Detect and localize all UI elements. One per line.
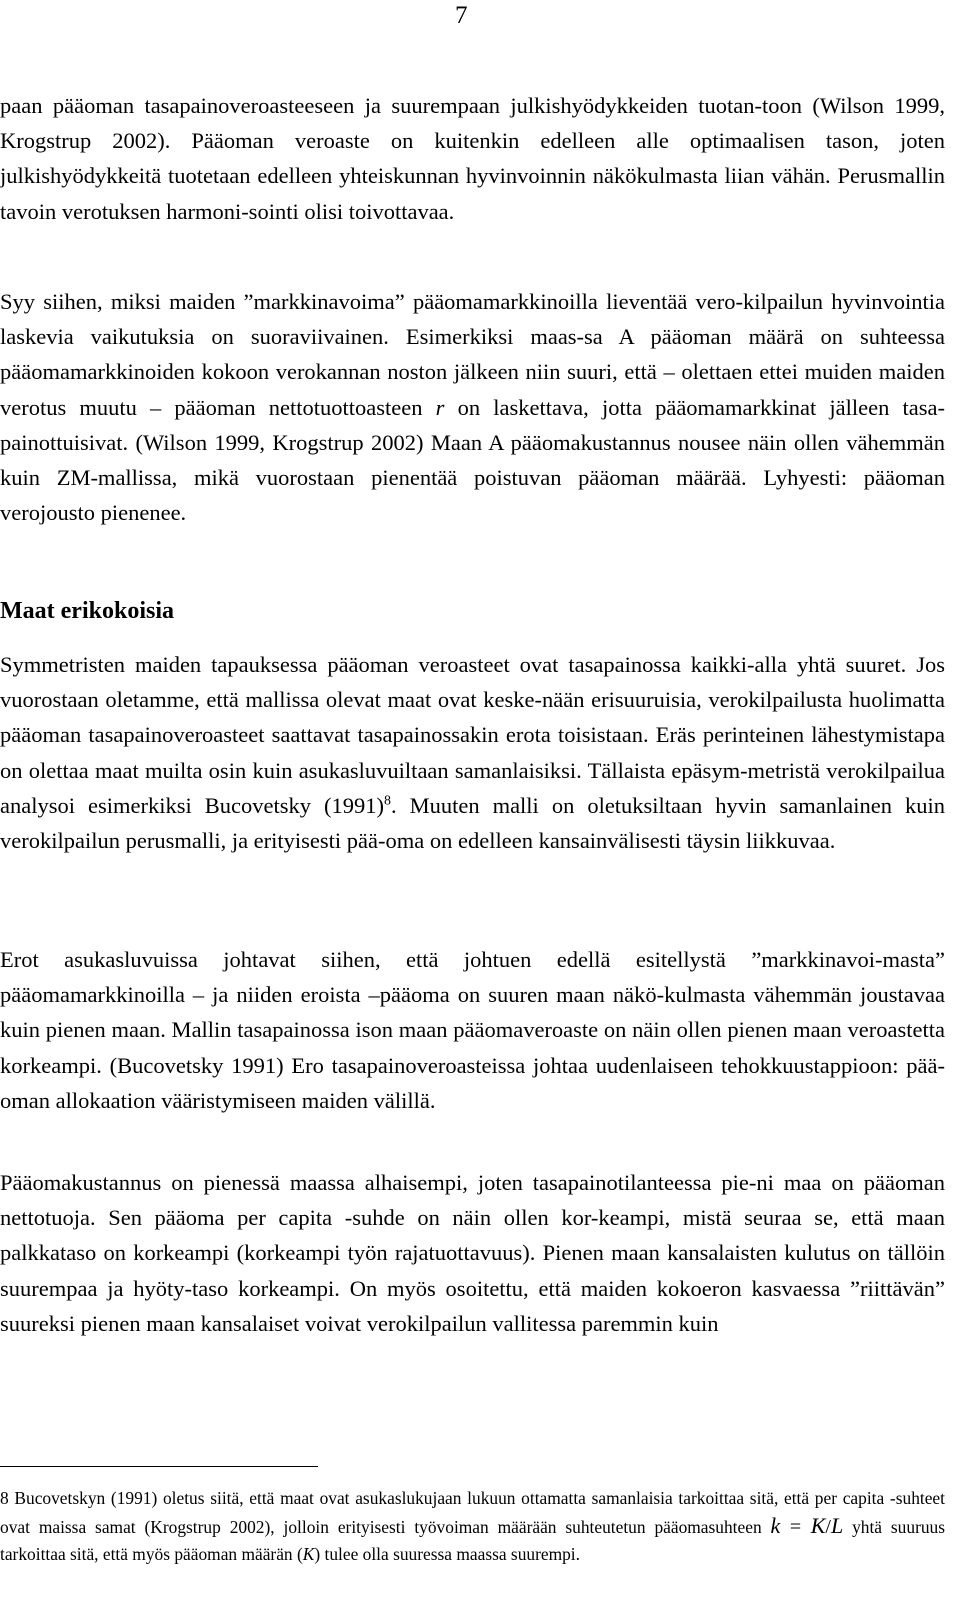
paragraph-3-text-b: . Muuten malli on oletuksiltaan hyvin samanlainen kuin verokilpailun perusmalli, ja erityisesti pää-oma on edelleen kansainvälisesti täysin liikkuvaa. [0,792,945,854]
paragraph-3 [0,647,945,858]
variable-r: r [435,394,445,420]
footnote-text-c: ) tulee olla suuressa maassa suurempi. [314,1544,580,1565]
formula-k: k [770,1513,781,1539]
paragraph-4-text: Erot asukasluvuissa johtavat siihen, että johtuen edellä esitellystä ”markkinavoi-masta” pääomamarkkinoilla – ja niiden eroista –pääoma on suuren maan näkö-kulmasta vähemmän joustavaa kuin pienen maan. Mallin tasapainossa ison maan pääomaveroaste on näin ollen pienen maan veroastetta korkeampi. (Bucovetsky 1991) Ero tasapainoveroasteissa johtaa uudenlaiseen tehokkuustappioon: pää-oman allokaation vääristymiseen maiden välillä. [0,947,945,1113]
page-number: 7 [455,2,468,29]
paragraph-4 [0,942,945,1118]
paragraph-2-text-b: on laskettava, jotta pääomamarkkinat jälleen tasa-painottuisivat. (Wilson 1999, Krogstrup 2002) Maan A pääomakustannus nousee näin ollen vähemmän kuin ZM-mallissa, mikä vuorostaan pienentää poistuvan pääoman määrää. Lyhyesti: pääoman verojousto pienenee. [0,394,945,526]
footnote [0,1485,945,1569]
paragraph-2-text-a: Syy siihen, miksi maiden ”markkinavoima” pääomamarkkinoilla lieventää vero-kilpailun hyvinvointia laskevia vaikutuksia on suoraviivainen. Esimerkiksi maas-sa A pääoman määrä on suhteessa pääomamarkkinoiden kokoon verokannan noston jälkeen niin suuri, että – olettaen ettei muiden maiden verotus muutu – pääoman nettotuottoasteen [0,289,945,420]
variable-capital-k: K [302,1544,315,1565]
formula-capital-k: K [810,1513,826,1539]
paragraph-1 [0,88,945,229]
formula-l: L [830,1513,844,1539]
footnote-reference: 8 [383,793,391,809]
formula-slash: / [825,1516,831,1539]
paragraph-5-text: Pääomakustannus on pienessä maassa alhaisempi, joten tasapainotilanteessa pie-ni maa on pääoman nettotuoja. Sen pääoma per capita -suhde on näin ollen kor-keampi, mistä seuraa se, että maan palkkataso on korkeampi (korkeampi työn rajatuottavuus). Pienen maan kansalaisten kulutus on tällöin suurempaa ja hyöty-taso korkeampi. On myös osoitettu, että maiden kokoeron kasvaessa ”riittävän” suureksi pienen maan kansalaiset voivat verokilpailun vallitessa paremmin kuin [0,1170,945,1336]
footnote-text-b: yhtä suuruus tarkoittaa sitä, että myös pääoman määrän ( [0,1517,946,1565]
formula-equals: = [780,1516,811,1539]
footnote-divider [0,1466,318,1467]
section-heading: Maat erikokoisia [0,598,174,624]
paragraph-1-text: paan pääoman tasapainoveroasteeseen ja suurempaan julkishyödykkeiden tuotan-toon (Wilson 1999, Krogstrup 2002). Pääoman veroaste on kuitenkin edelleen alle optimaalisen tason, joten julkishyödykkeitä tuotetaan edelleen yhteiskunnan hyvinvoinnin näkökulmasta liian vähän. Perusmallin tavoin verotuksen harmoni-sointi olisi toivottavaa. [0,93,945,224]
paragraph-3-text-a: Symmetristen maiden tapauksessa pääoman veroasteet ovat tasapainossa kaikki-alla yhtä suuret. Jos vuorostaan oletamme, että mallissa olevat maat ovat keske-nään erisuuruisia, verokilpailusta huolimatta pääoman tasapainoveroasteet saattavat tasapainossakin erota toisistaan. Eräs perinteinen lähestymistapa on olettaa maat muilta osin kuin asukasluvuiltaan samanlaisiksi. Tällaista epäsym-metristä verokilpailua analysoi esimerkiksi Bucovetsky (1991) [0,652,945,818]
paragraph-5 [0,1165,945,1341]
footnote-text-a: 8 Bucovetskyn (1991) oletus siitä, että maat ovat asukaslukujaan lukuun ottamatta samanlaisia tarkoittaa sitä, että per capita -suhteet ovat maissa samat (Krogstrup 2002), jolloin erityisesti työvoiman määrään suhteutetun pääomasuhteen [0,1488,945,1538]
paragraph-2 [0,284,945,530]
